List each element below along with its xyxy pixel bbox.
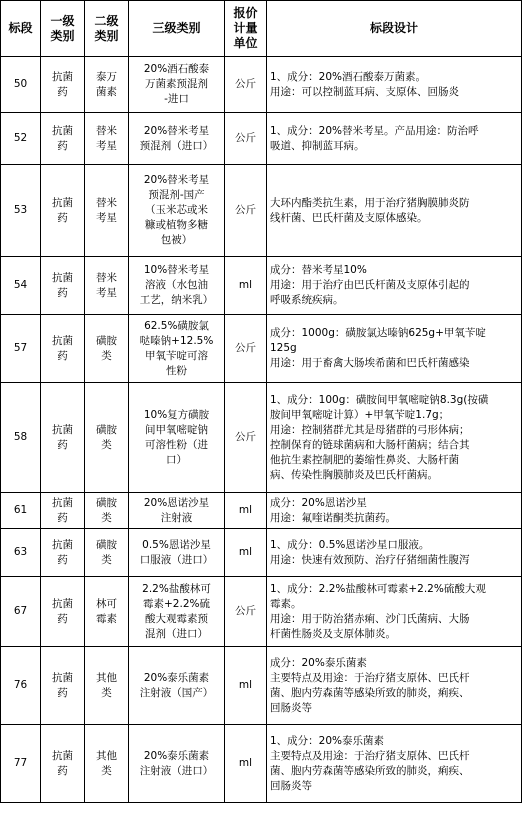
cell-design: 成分：1000g：磺胺氯达嗪钠625g+甲氧苄啶 125g 用途：用于畜禽大肠埃希菌和巴氏杆菌感染 xyxy=(267,315,522,383)
cell-category-1: 抗菌 药 xyxy=(41,493,85,529)
cell-design: 1、成分：0.5%恩诺沙星口服液。 用途：快速有效预防、治疗仔猪细菌性腹泻 xyxy=(267,529,522,577)
cell-unit: ml xyxy=(225,647,267,725)
cell-unit: ml xyxy=(225,725,267,803)
cell-category-2: 磺胺 类 xyxy=(85,315,129,383)
cell-category-2: 替米 考星 xyxy=(85,257,129,315)
table-row xyxy=(1,725,522,803)
cell-category-1: 抗菌 药 xyxy=(41,647,85,725)
cell-category-2: 替米 考星 xyxy=(85,165,129,257)
table-row xyxy=(1,315,522,383)
header-row xyxy=(1,1,522,57)
cell-id: 54 xyxy=(1,257,41,315)
cell-category-1: 抗菌 药 xyxy=(41,165,85,257)
cell-category-3: 20%恩诺沙星 注射液 xyxy=(129,493,225,529)
cell-category-2: 磺胺 类 xyxy=(85,529,129,577)
cell-category-3: 10%替米考星 溶液（水包油 工艺，纳米乳） xyxy=(129,257,225,315)
cell-category-2: 替米 考星 xyxy=(85,113,129,165)
cell-design: 成分：替米考星10% 用途：用于治疗由巴氏杆菌及支原体引起的 呼吸系统疾病。 xyxy=(267,257,522,315)
cell-category-2: 磺胺 类 xyxy=(85,493,129,529)
table-row xyxy=(1,257,522,315)
cell-unit: ml xyxy=(225,493,267,529)
cell-unit: 公斤 xyxy=(225,57,267,113)
cell-category-2: 林可 霉素 xyxy=(85,577,129,647)
cell-category-2: 磺胺 类 xyxy=(85,383,129,493)
cell-design: 1、成分：100g：磺胺间甲氧嘧啶钠8.3g(按磺 胺间甲氧嘧啶计算）+甲氧苄啶1.7g； 用途：控制猪群尤其是母猪群的弓形体病； 控制保育的链球菌病和大肠杆菌病；结合其 他抗生素控制肥的萎缩性鼻炎、大肠杆菌 病、传染性胸膜肺炎及巴氏杆菌病。 xyxy=(267,383,522,493)
table-row xyxy=(1,647,522,725)
cell-category-1: 抗菌 药 xyxy=(41,57,85,113)
cell-category-2: 泰万 菌素 xyxy=(85,57,129,113)
cell-id: 52 xyxy=(1,113,41,165)
cell-design: 成分：20%恩诺沙星 用途：氟喹诺酮类抗菌药。 xyxy=(267,493,522,529)
cell-category-1: 抗菌 药 xyxy=(41,113,85,165)
cell-id: 53 xyxy=(1,165,41,257)
cell-category-3: 62.5%磺胺氯 哒嗪钠+12.5% 甲氧苄啶可溶 性粉 xyxy=(129,315,225,383)
cell-unit: ml xyxy=(225,257,267,315)
table-row xyxy=(1,577,522,647)
cell-category-3: 0.5%恩诺沙星 口服液（进口） xyxy=(129,529,225,577)
cell-id: 61 xyxy=(1,493,41,529)
cell-design: 大环内酯类抗生素，用于治疗猪胸膜肺炎防 线杆菌、巴氏杆菌及支原体感染。 xyxy=(267,165,522,257)
cell-category-1: 抗菌 药 xyxy=(41,725,85,803)
cell-id: 50 xyxy=(1,57,41,113)
table-row xyxy=(1,113,522,165)
cell-design: 1、成分：20%泰乐菌素 主要特点及用途：于治疗猪支原体、巴氏杆 菌、胞内劳森菌等感染所致的肺炎，痢疾、 回肠炎等 xyxy=(267,725,522,803)
cell-category-2: 其他 类 xyxy=(85,725,129,803)
header-unit: 报价 计量 单位 xyxy=(225,1,267,57)
cell-unit: 公斤 xyxy=(225,113,267,165)
table-row xyxy=(1,57,522,113)
cell-id: 57 xyxy=(1,315,41,383)
header-category-3: 三级类别 xyxy=(129,1,225,57)
cell-category-1: 抗菌 药 xyxy=(41,257,85,315)
cell-category-3: 20%替米考星 预混剂-国产 （玉米芯或米 糠或植物多糖 包被） xyxy=(129,165,225,257)
cell-id: 77 xyxy=(1,725,41,803)
cell-unit: 公斤 xyxy=(225,577,267,647)
cell-unit: 公斤 xyxy=(225,165,267,257)
cell-id: 63 xyxy=(1,529,41,577)
header-design: 标段设计 xyxy=(267,1,522,57)
header-category-1: 一级 类别 xyxy=(41,1,85,57)
cell-category-3: 2.2%盐酸林可 霉素+2.2%硫 酸大观霉素预 混剂（进口） xyxy=(129,577,225,647)
cell-category-3: 20%泰乐菌素 注射液（进口） xyxy=(129,725,225,803)
cell-unit: 公斤 xyxy=(225,383,267,493)
cell-category-3: 20%酒石酸泰 万菌素预混剂 -进口 xyxy=(129,57,225,113)
cell-id: 67 xyxy=(1,577,41,647)
cell-category-1: 抗菌 药 xyxy=(41,529,85,577)
header-bid-section: 标段 xyxy=(1,1,41,57)
table-row xyxy=(1,383,522,493)
cell-unit: 公斤 xyxy=(225,315,267,383)
cell-category-2: 其他 类 xyxy=(85,647,129,725)
cell-category-3: 10%复方磺胺 间甲氧嘧啶钠 可溶性粉（进 口） xyxy=(129,383,225,493)
cell-design: 1、成分：2.2%盐酸林可霉素+2.2%硫酸大观 霉素。 用途：用于防治猪赤痢、沙门氏菌病、大肠 杆菌性肠炎及支原体肺炎。 xyxy=(267,577,522,647)
cell-id: 76 xyxy=(1,647,41,725)
cell-category-1: 抗菌 药 xyxy=(41,315,85,383)
cell-unit: ml xyxy=(225,529,267,577)
cell-category-3: 20%替米考星 预混剂（进口） xyxy=(129,113,225,165)
header-category-2: 二级 类别 xyxy=(85,1,129,57)
cell-design: 成分：20%泰乐菌素 主要特点及用途：于治疗猪支原体、巴氏杆 菌、胞内劳森菌等感染所致的肺炎，痢疾、 回肠炎等 xyxy=(267,647,522,725)
cell-design: 1、成分：20%酒石酸泰万菌素。 用途：可以控制蓝耳病、支原体、回肠炎 xyxy=(267,57,522,113)
cell-category-1: 抗菌 药 xyxy=(41,577,85,647)
cell-category-1: 抗菌 药 xyxy=(41,383,85,493)
table-row xyxy=(1,493,522,529)
cell-id: 58 xyxy=(1,383,41,493)
table-row xyxy=(1,529,522,577)
cell-category-3: 20%泰乐菌素 注射液（国产） xyxy=(129,647,225,725)
cell-design: 1、成分：20%替米考星。产品用途：防治呼 吸道、抑制蓝耳病。 xyxy=(267,113,522,165)
table-row xyxy=(1,165,522,257)
